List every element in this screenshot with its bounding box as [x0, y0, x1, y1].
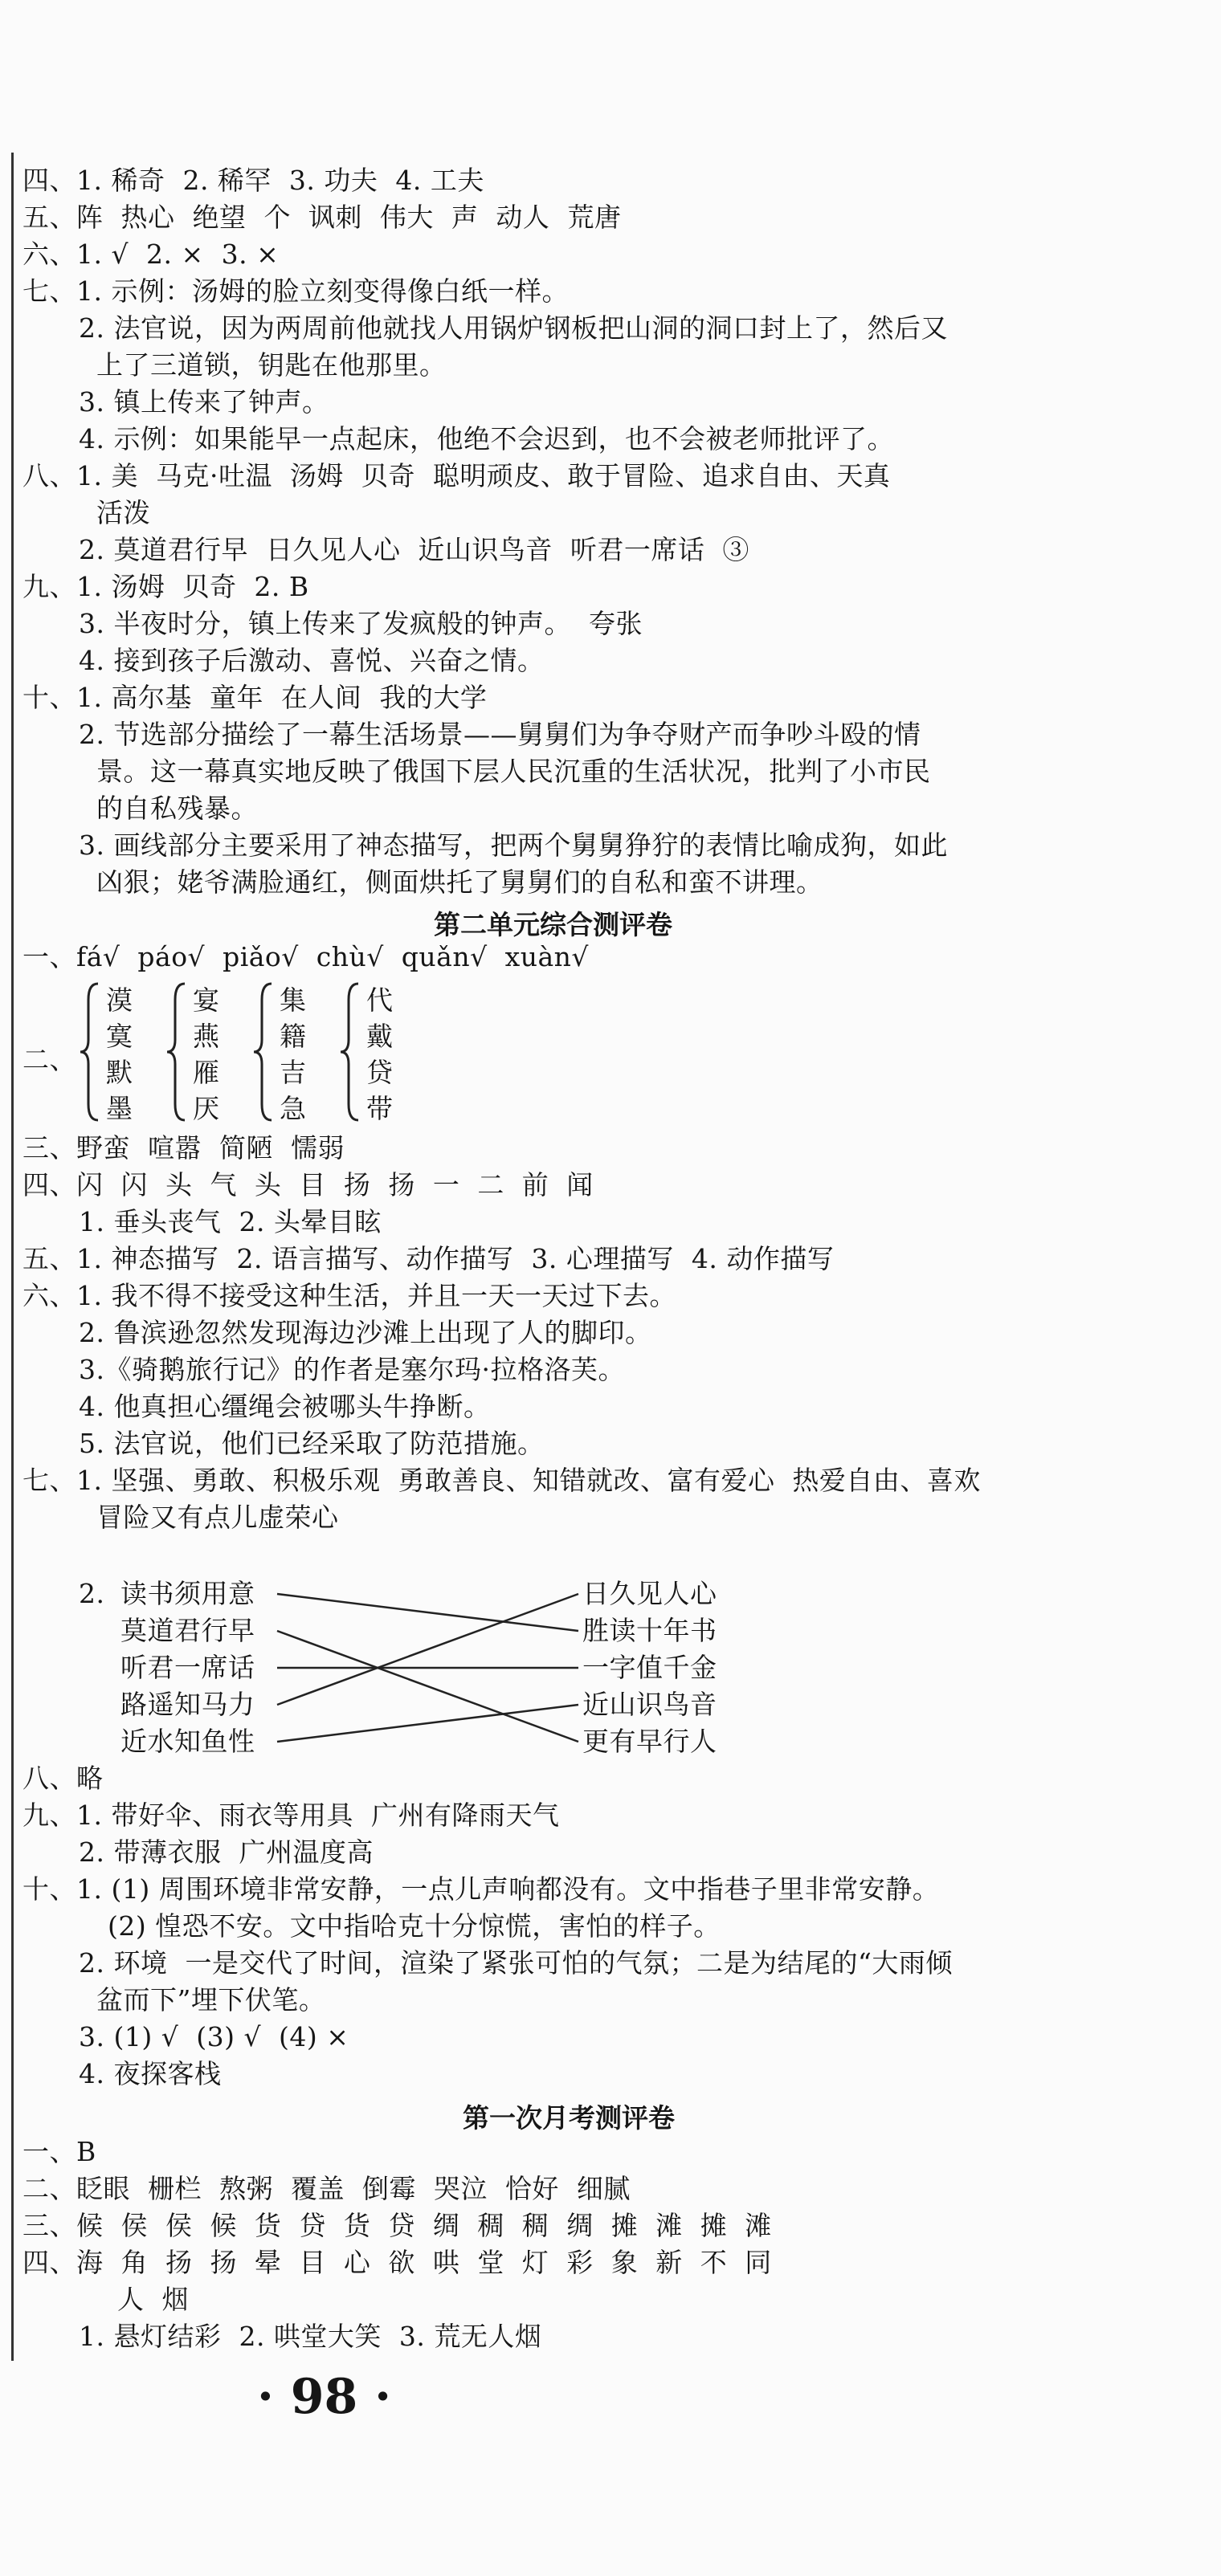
answer-line: 三、候 侯 侯 候 货 贷 货 贷 绸 稠 稠 绸 摊 滩 摊 滩	[22, 2210, 772, 2241]
answer-line: 四、闪 闪 头 气 头 目 扬 扬 一 二 前 闻	[22, 1169, 594, 1200]
answer-line: 1. 悬灯结彩 2. 哄堂大笑 3. 荒无人烟	[79, 2321, 542, 2352]
answer-line: 1. 垂头丧气 2. 头晕目眩	[79, 1206, 382, 1237]
answer-line: (2) 惶恐不安。文中指哈克十分惊慌，害怕的样子。	[108, 1910, 721, 1942]
match-right-item: 胜读十年书	[582, 1615, 717, 1646]
answer-line: 六、1. 我不得不接受这种生活，并且一天一天过下去。	[22, 1280, 676, 1311]
brace-char: 宴	[193, 984, 219, 1016]
answer-line: 2. 鲁滨逊忽然发现海边沙滩上出现了人的脚印。	[79, 1317, 652, 1348]
match-right-item: 近山识鸟音	[582, 1689, 717, 1720]
answer-line: 十、1. (1) 周围环境非常安静，一点儿声响都没有。文中指巷子里非常安静。	[22, 1873, 940, 1905]
brace-char: 带	[366, 1093, 393, 1124]
brace-char: 吉	[280, 1057, 306, 1088]
answer-line: 冒险又有点儿虚荣心	[96, 1502, 339, 1533]
answer-line: 2. 莫道君行早 日久见人心 近山识鸟音 听君一席话 ③	[79, 534, 749, 565]
brace-char: 集	[280, 984, 306, 1016]
answer-line: 4. 他真担心缰绳会被哪头牛挣断。	[79, 1391, 491, 1422]
brace-char: 贷	[366, 1057, 393, 1088]
answer-line: 3.《骑鹅旅行记》的作者是塞尔玛·拉格洛芙。	[79, 1354, 625, 1385]
match-left-item: 读书须用意	[120, 1578, 255, 1609]
answer-line: 凶狠；姥爷满脸通红，侧面烘托了舅舅们的自私和蛮不讲理。	[96, 866, 823, 898]
answer-line: 5. 法官说，他们已经采取了防范措施。	[79, 1428, 545, 1459]
answer-line: 3. 画线部分主要采用了神态描写，把两个舅舅狰狞的表情比喻成狗，如此	[79, 829, 948, 861]
answer-line: 一、fá√ páo√ piǎo√ chù√ quǎn√ xuàn√	[22, 941, 589, 972]
answer-line: 景。这一幕真实地反映了俄国下层人民沉重的生活状况，批判了小市民	[96, 756, 931, 787]
section-heading: 第一次月考测评卷	[463, 2102, 675, 2134]
match-left-item: 路遥知马力	[120, 1689, 255, 1720]
answer-line: 三、野蛮 喧嚣 简陋 懦弱	[22, 1132, 345, 1164]
match-line	[277, 1631, 578, 1742]
answer-line: 八、1. 美 马克·吐温 汤姆 贝奇 聪明顽皮、敢于冒险、追求自由、天真	[22, 460, 891, 491]
brace-char: 厌	[193, 1093, 219, 1124]
answer-line: 3. (1) √ (3) √ (4) ×	[79, 2021, 349, 2052]
brace-char: 雁	[193, 1057, 219, 1088]
answer-line: 五、1. 神态描写 2. 语言描写、动作描写 3. 心理描写 4. 动作描写	[22, 1243, 835, 1274]
answer-line: 八、略	[22, 1763, 104, 1794]
match-left-item: 莫道君行早	[120, 1615, 255, 1646]
match-line	[277, 1705, 578, 1742]
answer-line: 七、1. 坚强、勇敢、积极乐观 勇敢善良、知错就改、富有爱心 热爱自由、喜欢	[22, 1465, 981, 1496]
answer-line: 九、1. 带好伞、雨衣等用具 广州有降雨天气	[22, 1800, 560, 1831]
match-left-item: 听君一席话	[120, 1652, 255, 1683]
match-right-item: 更有早行人	[582, 1726, 717, 1757]
answer-line: 的自私残暴。	[96, 793, 258, 824]
brace-char: 默	[106, 1057, 133, 1088]
match-left-item: 近水知鱼性	[120, 1726, 255, 1757]
answer-line: 3. 镇上传来了钟声。	[79, 386, 329, 418]
answer-line: 2. 带薄衣服 广州温度高	[79, 1836, 374, 1868]
answer-line: 七、1. 示例：汤姆的脸立刻变得像白纸一样。	[22, 275, 569, 307]
brace-char: 急	[280, 1093, 306, 1124]
answer-line: 4. 接到孩子后激动、喜悦、兴奋之情。	[79, 645, 545, 676]
answer-line: 六、1. √ 2. × 3. ×	[22, 238, 280, 270]
answer-line: 二、眨眼 栅栏 熬粥 覆盖 倒霉 哭泣 恰好 细腻	[22, 2173, 631, 2204]
answer-line: 2. 节选部分描绘了一幕生活场景——舅舅们为争夺财产而争吵斗殴的情	[79, 719, 921, 750]
answer-label: 二、	[22, 1044, 76, 1075]
brace-char: 籍	[280, 1021, 306, 1052]
brace-char: 寞	[106, 1021, 133, 1052]
brace-char: 燕	[193, 1021, 219, 1052]
answer-line: 2. 法官说，因为两周前他就找人用锅炉钢板把山洞的洞口封上了，然后又	[79, 312, 948, 344]
match-number: 2.	[79, 1578, 105, 1609]
answer-line: 九、1. 汤姆 贝奇 2. B	[22, 571, 309, 602]
answer-line: 4. 夜探客栈	[79, 2058, 222, 2089]
answer-line: 四、海 角 扬 扬 晕 目 心 欲 哄 堂 灯 彩 象 新 不 同	[22, 2247, 772, 2278]
match-line	[277, 1594, 578, 1631]
answer-line: 十、1. 高尔基 童年 在人间 我的大学	[22, 682, 488, 713]
answer-line: 人 烟	[117, 2284, 189, 2315]
answer-line: 2. 环境 一是交代了时间，渲染了紧张可怕的气氛；二是为结尾的“大雨倾	[79, 1947, 953, 1979]
answer-line: 活泼	[96, 497, 150, 528]
brace-char: 代	[366, 984, 393, 1016]
answer-line: 盆而下”埋下伏笔。	[96, 1984, 326, 2016]
match-line	[277, 1594, 578, 1705]
section-heading: 第二单元综合测评卷	[434, 909, 672, 940]
answer-line: 3. 半夜时分，镇上传来了发疯般的钟声。 夸张	[79, 608, 643, 639]
page-number: · 98 ·	[257, 2369, 392, 2425]
answer-line: 上了三道锁，钥匙在他那里。	[96, 349, 447, 381]
answer-line: 五、阵 热心 绝望 个 讽刺 伟大 声 动人 荒唐	[22, 202, 622, 233]
brace-char: 墨	[106, 1093, 133, 1124]
answer-line: 一、B	[22, 2136, 96, 2167]
match-right-item: 一字值千金	[582, 1652, 717, 1683]
brace-char: 戴	[366, 1021, 393, 1052]
answer-line: 四、1. 稀奇 2. 稀罕 3. 功夫 4. 工夫	[22, 165, 484, 196]
brace-char: 漠	[106, 984, 133, 1016]
answer-line: 4. 示例：如果能早一点起床，他绝不会迟到，也不会被老师批评了。	[79, 423, 894, 454]
match-right-item: 日久见人心	[582, 1578, 717, 1609]
